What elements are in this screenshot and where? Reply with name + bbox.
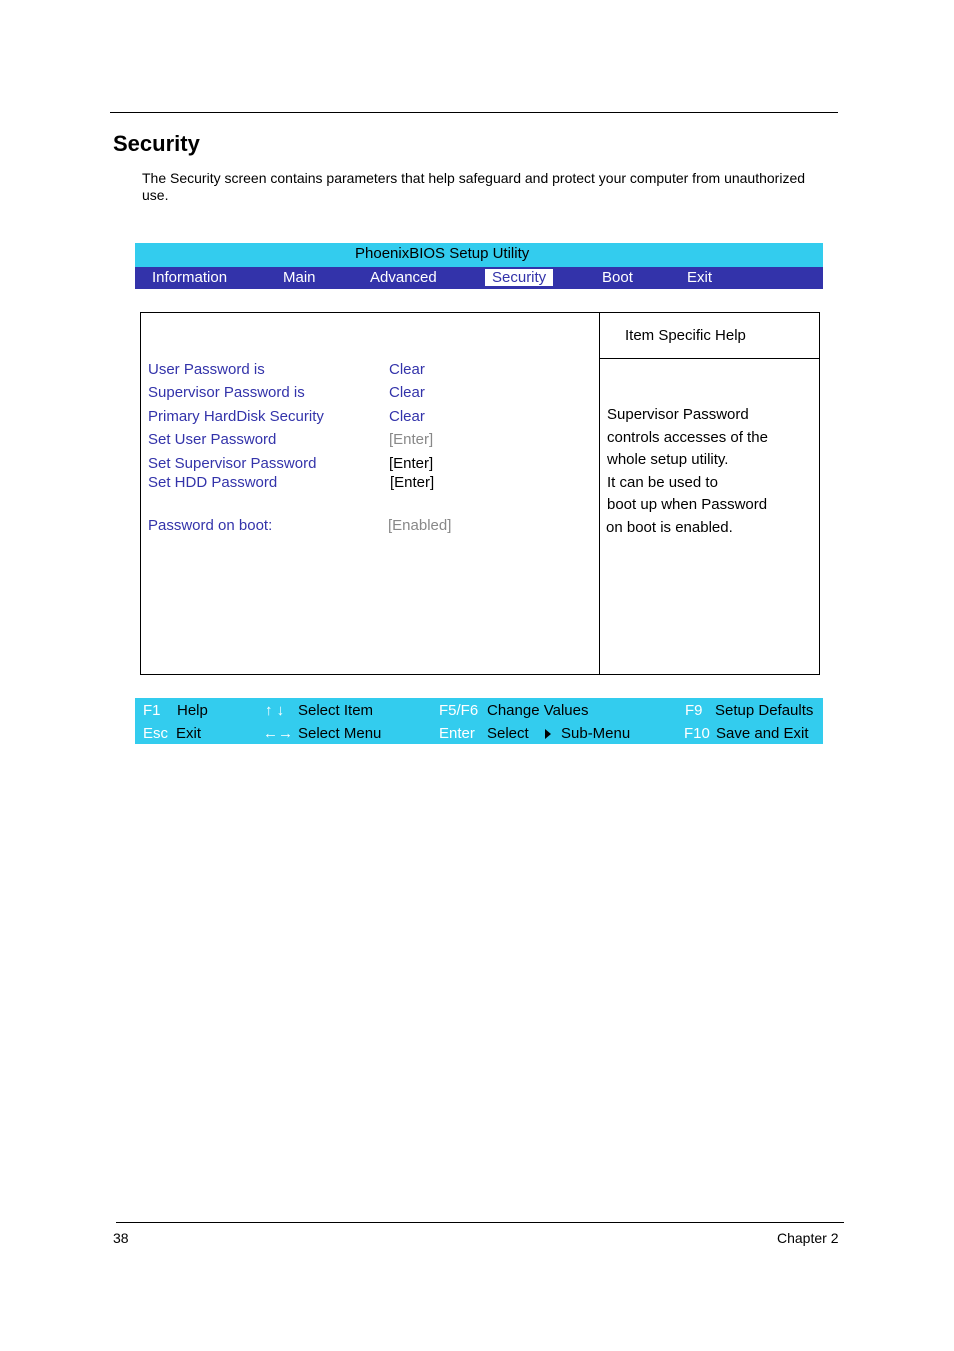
help-line: whole setup utility. — [607, 451, 729, 469]
value-user-password-status: Clear — [389, 361, 425, 378]
bios-title-bar — [135, 243, 823, 267]
help-line: boot up when Password — [607, 496, 768, 514]
menu-boot[interactable]: Boot — [602, 269, 633, 286]
key-f1: F1 — [143, 702, 161, 719]
help-line: controls accesses of the — [607, 428, 768, 446]
menu-exit[interactable]: Exit — [687, 269, 713, 286]
bios-key-legend — [135, 698, 823, 744]
arrow-up-down-icon: ↑ ↓ — [265, 702, 285, 719]
item-set-user-password[interactable]: Set User Password — [148, 431, 277, 448]
panel-divider — [599, 313, 600, 674]
help-separator — [600, 358, 819, 359]
key-select-item-label: Select Item — [298, 702, 374, 719]
help-line: on boot is enabled. — [606, 518, 733, 536]
top-rule — [110, 112, 838, 113]
item-set-supervisor-password[interactable]: Set Supervisor Password — [148, 455, 317, 472]
bottom-rule — [116, 1222, 844, 1223]
item-set-hdd-password[interactable]: Set HDD Password — [148, 474, 278, 491]
key-select-menu-label: Select Menu — [298, 725, 382, 742]
value-primary-harddisk-security: Clear — [389, 408, 425, 425]
page-title: Security — [113, 131, 200, 156]
key-f5f6: F5/F6 — [439, 702, 479, 719]
value-supervisor-password-status: Clear — [389, 384, 425, 401]
help-text — [607, 404, 817, 540]
key-setup-defaults-label: Setup Defaults — [715, 702, 814, 719]
key-sub-menu-label: Sub-Menu — [561, 725, 631, 742]
key-change-values-label: Change Values — [487, 702, 589, 719]
key-select-label: Select — [487, 725, 529, 742]
bios-settings-panel — [140, 312, 820, 675]
item-supervisor-password-status[interactable]: Supervisor Password is — [148, 384, 305, 401]
help-line: It can be used to — [607, 473, 718, 491]
key-f1-label: Help — [177, 702, 208, 719]
menu-security[interactable]: Security — [485, 269, 553, 286]
arrow-left-right-icon: ←→ — [263, 725, 293, 742]
page-number: 38 — [113, 1230, 129, 1246]
key-save-exit-label: Save and Exit — [716, 725, 809, 742]
key-f9: F9 — [685, 702, 703, 719]
item-password-on-boot[interactable]: Password on boot: — [148, 517, 273, 534]
value-set-hdd-password[interactable]: [Enter] — [390, 474, 435, 491]
value-set-supervisor-password[interactable]: [Enter] — [389, 455, 434, 472]
key-f10: F10 — [684, 725, 710, 742]
bios-menu-bar — [135, 267, 823, 289]
chapter-label: Chapter 2 — [777, 1230, 839, 1246]
key-esc: Esc — [143, 725, 169, 742]
key-exit-label: Exit — [176, 725, 202, 742]
item-primary-harddisk-security[interactable]: Primary HardDisk Security — [148, 408, 324, 425]
value-set-user-password: [Enter] — [389, 431, 434, 448]
help-heading: Item Specific Help — [625, 327, 746, 344]
menu-advanced[interactable]: Advanced — [370, 269, 437, 286]
key-enter: Enter — [439, 725, 475, 742]
triangle-right-icon — [545, 725, 551, 742]
bios-title: PhoenixBIOS Setup Utility — [355, 245, 530, 262]
value-password-on-boot: [Enabled] — [388, 517, 452, 534]
intro-paragraph: The Security screen contains parameters that help safeguard and protect your computer from unauthorized use. — [142, 170, 806, 203]
help-line: Supervisor Password — [607, 406, 749, 423]
menu-main[interactable]: Main — [283, 269, 316, 286]
item-user-password-status[interactable]: User Password is — [148, 361, 265, 378]
menu-information[interactable]: Information — [152, 269, 228, 286]
